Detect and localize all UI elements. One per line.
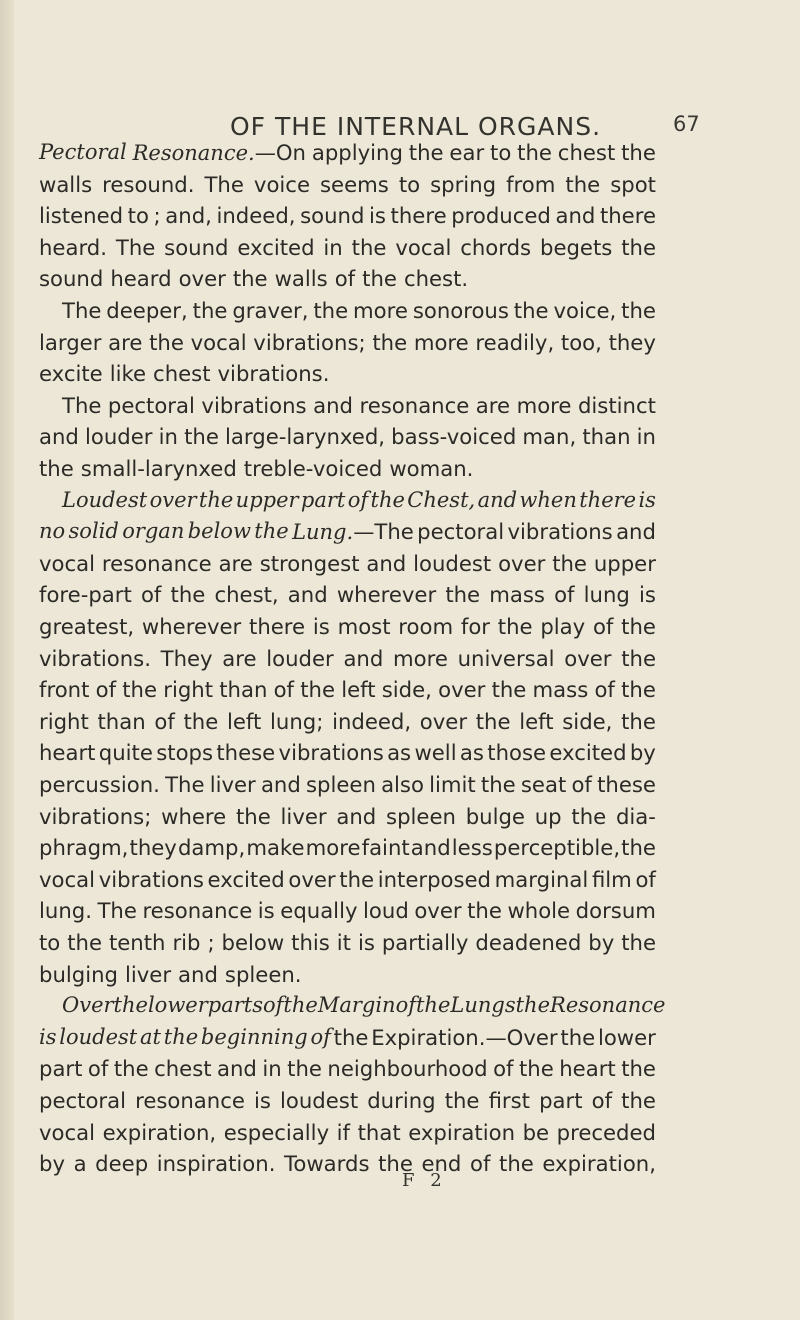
text-line: phragm, they damp, make more faint and less perceptible, the	[39, 835, 656, 861]
text-line: sound heard over the walls of the chest.	[39, 266, 469, 292]
text-line: listened to ; and, indeed, sound is there produced and there	[39, 203, 656, 229]
signature-mark: F 2	[402, 1170, 447, 1191]
text-line: is loudest at the beginning of the Expiration.—Over the lower	[39, 1024, 656, 1050]
text-line: vibrations; where the liver and spleen bulge up the dia-	[39, 803, 656, 829]
text-line: greatest, wherever there is most room for the play of the	[39, 614, 656, 639]
text-line: vibrations. They are louder and more universal over the	[39, 645, 656, 671]
text-line: vocal resonance are strongest and loudest over the upper	[39, 550, 656, 576]
text-line: Loudest over the upper part of the Chest, and when there is	[62, 487, 656, 512]
text-line: Pectoral Resonance.—On applying the ear to the chest the	[39, 140, 656, 165]
text-line: to the tenth rib ; below this it is partially deadened by the	[39, 930, 656, 955]
text-line: fore-part of the chest, and wherever the mass of lung is	[39, 582, 656, 608]
text-line: Over the lower parts of the Margin of the Lungs the Resonance	[62, 993, 666, 1018]
text-line: no solid organ below the Lung.—The pectoral vibrations and	[39, 519, 656, 545]
text-line: vocal vibrations excited over the interposed marginal film of	[39, 866, 656, 892]
text-line: the small-larynxed treble-voiced woman.	[39, 456, 474, 481]
text-line: walls resound. The voice seems to spring from the spot	[39, 171, 656, 197]
text-line: The deeper, the graver, the more sonorous the voice, the	[62, 298, 656, 323]
text-line: part of the chest and in the neighbourhood of the heart the	[39, 1056, 656, 1082]
text-line: right than of the left lung; indeed, over the left side, the	[39, 708, 656, 734]
text-line: heart quite stops these vibrations as well as those excited by	[39, 740, 656, 766]
text-line: The pectoral vibrations and resonance are more distinct	[62, 392, 656, 418]
text-line: by a deep inspiration. Towards the end of the expiration,	[39, 1151, 656, 1177]
page-number: 67	[673, 112, 700, 136]
text-line: and louder in the large-larynxed, bass-voiced man, than in	[39, 424, 656, 450]
text-line: vocal expiration, especially if that expiration be preceded	[39, 1119, 656, 1145]
text-line: percussion. The liver and spleen also limit the seat of these	[39, 772, 656, 797]
text-line: lung. The resonance is equally loud over the whole dorsum	[39, 898, 656, 924]
text-line: pectoral resonance is loudest during the first part of the	[39, 1088, 656, 1113]
running-title: OF THE INTERNAL ORGANS.	[230, 112, 602, 141]
text-line: front of the right than of the left side, over the mass of the	[39, 677, 656, 703]
text-line: excite like chest vibrations.	[39, 361, 330, 387]
text-line: larger are the vocal vibrations; the more readily, too, they	[39, 329, 656, 355]
text-line: heard. The sound excited in the vocal chords begets the	[39, 234, 656, 260]
text-line: bulging liver and spleen.	[39, 961, 302, 987]
